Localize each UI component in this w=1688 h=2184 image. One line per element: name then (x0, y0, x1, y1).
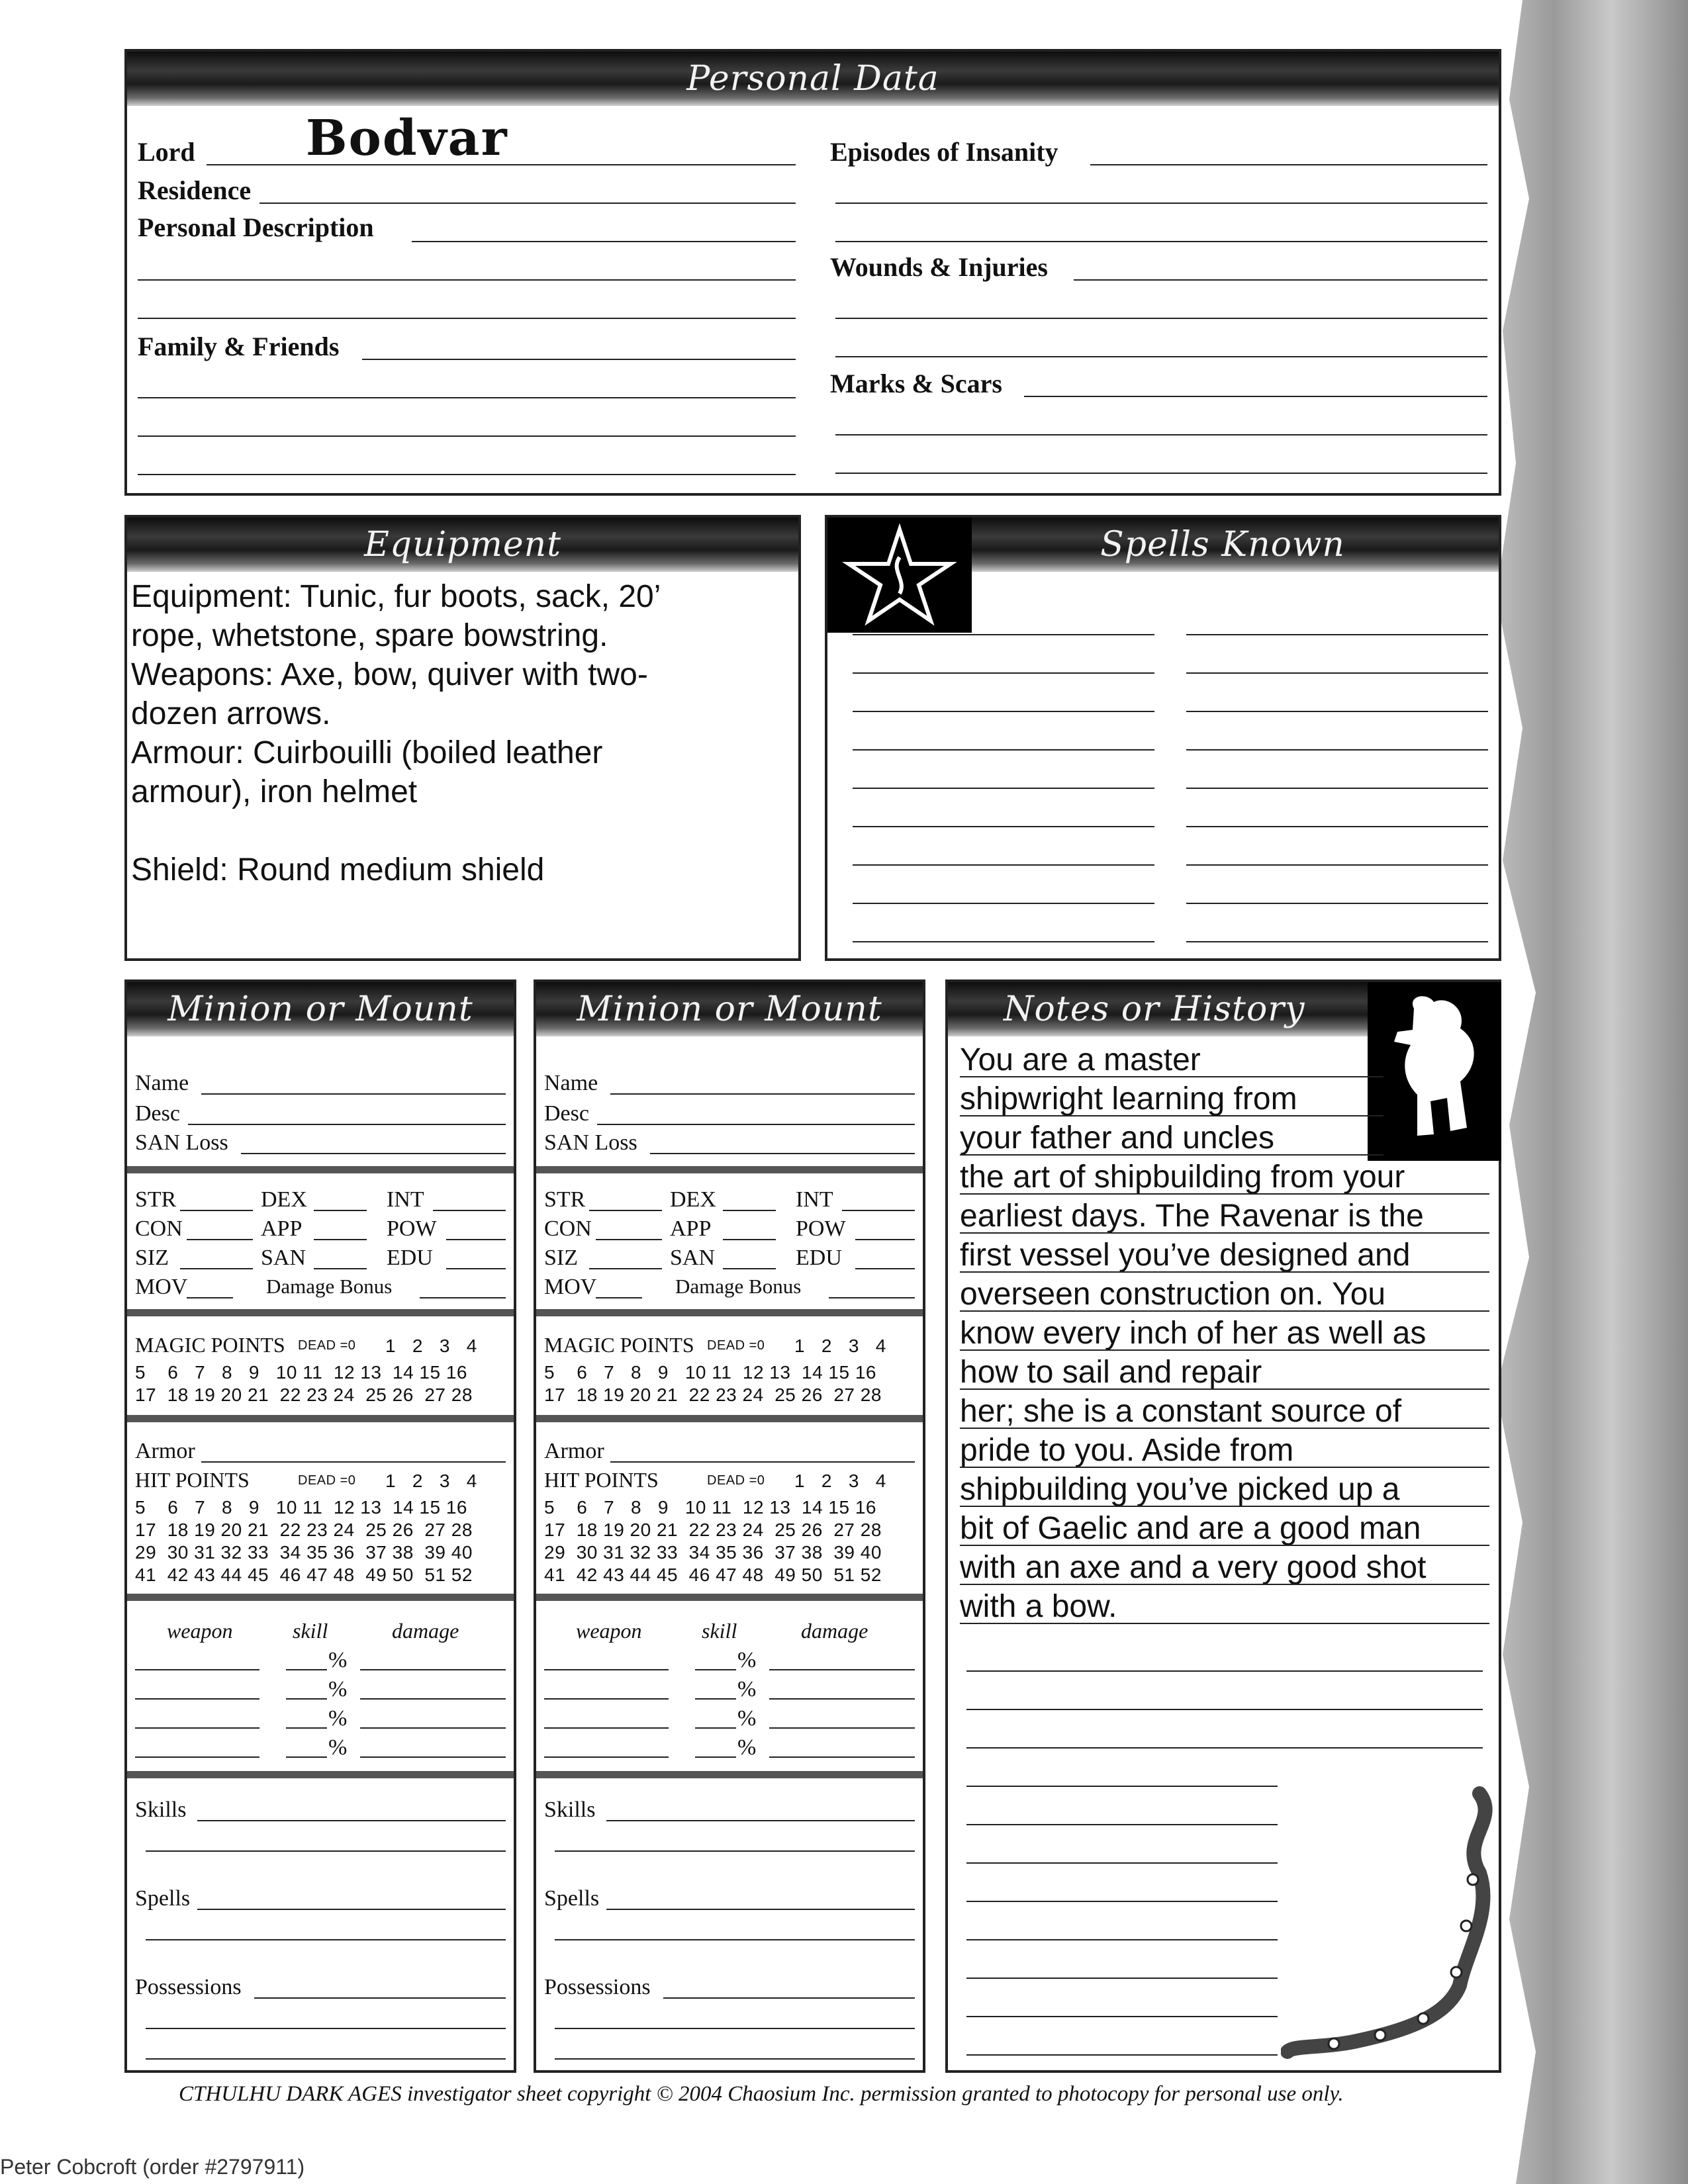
equipment-header: Equipment (127, 518, 798, 572)
percent-sign: % (737, 1706, 757, 1731)
possessions-label: Possessions (544, 1975, 651, 1999)
skills-line[interactable] (146, 1850, 506, 1852)
percent-sign: % (328, 1648, 348, 1672)
siz-field[interactable] (180, 1268, 253, 1269)
percent-sign: % (737, 1648, 757, 1672)
tentacle-ornament-icon (1281, 1780, 1499, 2065)
hp-row[interactable]: 41 42 43 44 45 46 47 48 49 50 51 52 (544, 1565, 882, 1585)
armor-line[interactable] (610, 1461, 915, 1463)
equipment-text[interactable]: Equipment: Tunic, fur boots, sack, 20’ rope, whetstone, spare bowstring. Weapons: Axe, bow, quiver with two- dozen arrows. Armour: Cuirbouilli (boiled leather armour), iron helmet Shield: Round medium shield (131, 579, 661, 887)
divider (536, 1771, 923, 1778)
notes-header: Notes or History (948, 982, 1499, 1036)
description-line-2[interactable] (138, 279, 796, 281)
pow-label: POW (796, 1216, 846, 1241)
con-label: CON (135, 1216, 183, 1241)
mp-row[interactable]: 5 6 7 8 9 10 11 12 13 14 15 16 (135, 1362, 467, 1383)
residence-label: Residence (138, 175, 252, 205)
elder-sign-icon (827, 518, 972, 633)
mp-dead-label: DEAD =0 (298, 1338, 356, 1353)
percent-sign: % (328, 1735, 348, 1760)
spell-line[interactable] (853, 903, 1154, 904)
notes-text-line[interactable]: pride to you. Aside from (960, 1433, 1294, 1468)
wounds-line-2[interactable] (835, 318, 1487, 319)
weapon-header: weapon (576, 1619, 642, 1643)
possessions-line[interactable] (146, 2028, 506, 2029)
pow-field[interactable] (446, 1239, 506, 1240)
notes-blank-line[interactable] (966, 1670, 1483, 1672)
marks-label: Marks & Scars (830, 369, 1002, 398)
divider (127, 1309, 514, 1316)
edu-label: EDU (796, 1246, 842, 1270)
notes-rule (960, 1232, 1489, 1234)
weapon-field[interactable] (544, 1727, 669, 1729)
notes-text-line[interactable]: bit of Gaelic and are a good man (960, 1511, 1421, 1546)
notes-rule (960, 1623, 1489, 1624)
divider (536, 1415, 923, 1422)
notes-text-line[interactable]: earliest days. The Ravenar is the (960, 1199, 1424, 1234)
spell-line[interactable] (853, 864, 1154, 866)
int-label: INT (796, 1187, 833, 1212)
notes-blank-line[interactable] (966, 1862, 1278, 1864)
notes-blank-line[interactable] (966, 1901, 1278, 1902)
san-loss-line[interactable] (650, 1153, 915, 1154)
werebear-icon (1368, 982, 1501, 1161)
weapon-field[interactable] (135, 1698, 259, 1700)
notes-text-line[interactable]: overseen construction on. You (960, 1277, 1386, 1312)
wounds-line-1[interactable] (1074, 279, 1487, 281)
notes-text-line[interactable]: with a bow. (960, 1589, 1117, 1624)
damage-field[interactable] (769, 1727, 915, 1729)
torn-parchment-edge (1496, 0, 1688, 2184)
notes-rule (960, 1154, 1383, 1156)
damage-bonus-field[interactable] (829, 1297, 915, 1298)
skill-field[interactable] (286, 1669, 327, 1670)
skill-header: skill (702, 1619, 737, 1643)
spell-line[interactable] (1186, 634, 1488, 635)
damage-field[interactable] (769, 1698, 915, 1700)
hp-dead-label: DEAD =0 (707, 1473, 765, 1488)
hit-points-label: HIT POINTS (544, 1468, 659, 1492)
mp-row[interactable]: 5 6 7 8 9 10 11 12 13 14 15 16 (544, 1362, 876, 1383)
notes-blank-line[interactable] (966, 2016, 1278, 2017)
skills-line[interactable] (555, 1850, 915, 1852)
skills-line[interactable] (606, 1820, 915, 1821)
skill-field[interactable] (286, 1698, 327, 1700)
divider (536, 1166, 923, 1173)
armor-line[interactable] (201, 1461, 506, 1463)
possessions-line[interactable] (254, 1997, 506, 1999)
spells-label: Spells (544, 1886, 600, 1911)
name-label: Name (135, 1071, 189, 1095)
spells-line[interactable] (606, 1909, 915, 1910)
spells-line[interactable] (146, 1939, 506, 1940)
weapon-header: weapon (167, 1619, 233, 1643)
spell-line[interactable] (1186, 826, 1488, 827)
hp-row[interactable]: 29 30 31 32 33 34 35 36 37 38 39 40 (135, 1542, 473, 1563)
insanity-line-3[interactable] (835, 241, 1487, 242)
spell-line[interactable] (1186, 941, 1488, 942)
family-line-1[interactable] (362, 359, 796, 360)
hp-row[interactable]: 1 2 3 4 (794, 1471, 886, 1491)
siz-field[interactable] (589, 1268, 662, 1269)
weapon-field[interactable] (135, 1756, 259, 1758)
possessions-line[interactable] (555, 2028, 915, 2029)
skill-field[interactable] (286, 1727, 327, 1729)
damage-bonus-label: Damage Bonus (675, 1275, 802, 1298)
mov-label: MOV (135, 1275, 188, 1299)
notes-rule (960, 1115, 1383, 1116)
int-label: INT (387, 1187, 424, 1212)
weapon-field[interactable] (544, 1756, 669, 1758)
description-line-1[interactable] (412, 241, 796, 242)
notes-text-line[interactable]: You are a master (960, 1042, 1201, 1077)
notes-rule (960, 1271, 1489, 1273)
mp-row[interactable]: 17 18 19 20 21 22 23 24 25 26 27 28 (544, 1385, 882, 1405)
hp-row[interactable]: 17 18 19 20 21 22 23 24 25 26 27 28 (135, 1520, 473, 1540)
skill-field[interactable] (695, 1727, 736, 1729)
spells-label: Spells (135, 1886, 191, 1911)
spell-line[interactable] (853, 634, 1154, 635)
str-label: STR (135, 1187, 177, 1212)
mov-label: MOV (544, 1275, 597, 1299)
edu-field[interactable] (446, 1268, 506, 1269)
notes-rule (960, 1310, 1489, 1312)
lord-label: Lord (138, 137, 195, 167)
hit-points-label: HIT POINTS (135, 1468, 250, 1492)
damage-header: damage (801, 1619, 868, 1643)
marks-line-1[interactable] (1024, 396, 1487, 397)
hp-row[interactable]: 1 2 3 4 (385, 1471, 477, 1491)
armor-label: Armor (135, 1439, 195, 1463)
weapon-field[interactable] (135, 1669, 259, 1670)
mp-row[interactable]: 17 18 19 20 21 22 23 24 25 26 27 28 (135, 1385, 473, 1405)
notes-rule (960, 1545, 1489, 1546)
mp-dead-label: DEAD =0 (707, 1338, 765, 1353)
spell-line[interactable] (853, 711, 1154, 712)
divider (127, 1166, 514, 1173)
wounds-line-3[interactable] (835, 356, 1487, 357)
copyright-footer: CTHULHU DARK AGES investigator sheet copyright © 2004 Chaosium Inc. permission granted to photocopy for personal use only. (179, 2082, 1344, 2106)
family-label: Family & Friends (138, 332, 340, 361)
notes-text-line[interactable]: shipbuilding you’ve picked up a (960, 1472, 1400, 1507)
percent-sign: % (737, 1735, 757, 1760)
skill-field[interactable] (286, 1756, 327, 1758)
spell-line[interactable] (853, 749, 1154, 751)
personal-data-panel (124, 49, 1501, 496)
notes-text-line[interactable]: how to sail and repair (960, 1355, 1262, 1390)
skill-field[interactable] (695, 1669, 736, 1670)
weapon-field[interactable] (135, 1727, 259, 1729)
divider (536, 1309, 923, 1316)
marks-line-2[interactable] (835, 434, 1487, 435)
spell-line[interactable] (1186, 903, 1488, 904)
san-field[interactable] (314, 1268, 367, 1269)
san-label: SAN (670, 1246, 716, 1270)
divider (536, 1594, 923, 1601)
hp-row[interactable]: 29 30 31 32 33 34 35 36 37 38 39 40 (544, 1542, 882, 1563)
order-watermark: Peter Cobcroft (order #2797911) (0, 2155, 305, 2179)
damage-bonus-field[interactable] (420, 1297, 506, 1298)
magic-points-label: MAGIC POINTS (135, 1333, 285, 1357)
notes-text-line[interactable]: her; she is a constant source of (960, 1394, 1402, 1429)
notes-text-line[interactable]: first vessel you’ve designed and (960, 1238, 1411, 1273)
skills-label: Skills (544, 1797, 596, 1822)
divider (127, 1771, 514, 1778)
lord-line[interactable] (207, 164, 796, 165)
dex-label: DEX (261, 1187, 307, 1212)
spell-line[interactable] (1186, 864, 1488, 866)
lord-value[interactable]: Bodvar (306, 110, 508, 167)
weapon-field[interactable] (544, 1669, 669, 1670)
damage-field[interactable] (769, 1756, 915, 1758)
description-line-3[interactable] (138, 318, 796, 319)
skill-field[interactable] (695, 1756, 736, 1758)
desc-label: Desc (135, 1101, 180, 1126)
str-field[interactable] (180, 1210, 253, 1211)
con-field[interactable] (596, 1239, 662, 1240)
notes-rule (960, 1428, 1489, 1429)
notes-rule (960, 1388, 1489, 1390)
minion-panel-1 (124, 979, 516, 2073)
notes-rule (960, 1506, 1489, 1507)
personal-data-header: Personal Data (127, 52, 1499, 106)
notes-blank-line[interactable] (966, 1786, 1278, 1787)
notes-rule (960, 1349, 1489, 1351)
int-field[interactable] (433, 1210, 506, 1211)
notes-blank-line[interactable] (966, 1824, 1278, 1825)
san-loss-label: SAN Loss (544, 1130, 637, 1155)
san-field[interactable] (723, 1268, 776, 1269)
family-line-3[interactable] (138, 435, 796, 437)
spells-line[interactable] (555, 1939, 915, 1940)
spell-line[interactable] (1186, 711, 1488, 712)
spell-line[interactable] (853, 672, 1154, 674)
desc-line[interactable] (188, 1124, 506, 1125)
san-loss-label: SAN Loss (135, 1130, 228, 1155)
damage-bonus-label: Damage Bonus (266, 1275, 393, 1298)
weapon-field[interactable] (544, 1698, 669, 1700)
siz-label: SIZ (544, 1246, 578, 1270)
insanity-label: Episodes of Insanity (830, 137, 1058, 167)
notes-text-line[interactable]: know every inch of her as well as (960, 1316, 1427, 1351)
dex-label: DEX (670, 1187, 716, 1212)
con-field[interactable] (187, 1239, 253, 1240)
name-label: Name (544, 1071, 598, 1095)
hp-row[interactable]: 41 42 43 44 45 46 47 48 49 50 51 52 (135, 1565, 473, 1585)
notes-blank-line[interactable] (966, 1939, 1278, 1940)
possessions-line[interactable] (555, 2058, 915, 2060)
spells-known-header: Spells Known (827, 518, 1499, 572)
damage-field[interactable] (360, 1669, 506, 1670)
san-loss-line[interactable] (241, 1153, 506, 1154)
name-line[interactable] (201, 1093, 506, 1095)
damage-field[interactable] (769, 1669, 915, 1670)
damage-field[interactable] (360, 1698, 506, 1700)
divider (127, 1594, 514, 1601)
insanity-line-1[interactable] (1090, 164, 1487, 165)
marks-line-3[interactable] (835, 473, 1487, 474)
minion-panel-2 (534, 979, 925, 2073)
skills-line[interactable] (197, 1820, 506, 1821)
str-field[interactable] (589, 1210, 662, 1211)
str-label: STR (544, 1187, 586, 1212)
percent-sign: % (328, 1706, 348, 1731)
hp-row[interactable]: 5 6 7 8 9 10 11 12 13 14 15 16 (544, 1497, 876, 1518)
spell-line[interactable] (853, 826, 1154, 827)
desc-label: Desc (544, 1101, 589, 1126)
spells-known-panel (825, 515, 1501, 961)
hp-row[interactable]: 17 18 19 20 21 22 23 24 25 26 27 28 (544, 1520, 882, 1540)
notes-blank-line[interactable] (966, 2054, 1278, 2056)
mp-row[interactable]: 1 2 3 4 (385, 1336, 477, 1356)
pow-label: POW (387, 1216, 437, 1241)
notes-blank-line[interactable] (966, 1747, 1483, 1749)
percent-sign: % (737, 1677, 757, 1702)
percent-sign: % (328, 1677, 348, 1702)
damage-field[interactable] (360, 1756, 506, 1758)
hp-row[interactable]: 5 6 7 8 9 10 11 12 13 14 15 16 (135, 1497, 467, 1518)
notes-rule (960, 1584, 1489, 1585)
insanity-line-2[interactable] (835, 203, 1487, 204)
con-label: CON (544, 1216, 592, 1241)
wounds-label: Wounds & Injuries (830, 252, 1048, 282)
equipment-panel (124, 515, 801, 961)
family-line-4[interactable] (138, 474, 796, 475)
minion-header: Minion or Mount (536, 982, 923, 1036)
armor-label: Armor (544, 1439, 604, 1463)
mp-row[interactable]: 1 2 3 4 (794, 1336, 886, 1356)
spell-line[interactable] (853, 941, 1154, 942)
siz-label: SIZ (135, 1246, 169, 1270)
notes-text-line[interactable]: with an axe and a very good shot (960, 1550, 1427, 1585)
notes-blank-line[interactable] (966, 1709, 1483, 1710)
spell-line[interactable] (1186, 788, 1488, 789)
mov-field[interactable] (187, 1297, 233, 1298)
notes-blank-line[interactable] (966, 1978, 1278, 1979)
spell-line[interactable] (853, 788, 1154, 789)
skills-label: Skills (135, 1797, 187, 1822)
notes-rule (960, 1467, 1489, 1468)
hp-dead-label: DEAD =0 (298, 1473, 356, 1488)
app-field[interactable] (314, 1239, 367, 1240)
notes-text-line[interactable]: shipwright learning from (960, 1081, 1297, 1116)
int-field[interactable] (842, 1210, 915, 1211)
dex-field[interactable] (314, 1210, 367, 1211)
divider (127, 1415, 514, 1422)
name-line[interactable] (610, 1093, 915, 1095)
description-label: Personal Description (138, 212, 374, 242)
spells-line[interactable] (197, 1909, 506, 1910)
spell-line[interactable] (1186, 672, 1488, 674)
possessions-line[interactable] (663, 1997, 915, 1999)
possessions-line[interactable] (146, 2058, 506, 2060)
edu-label: EDU (387, 1246, 433, 1270)
notes-text-line[interactable]: your father and uncles (960, 1120, 1274, 1156)
dex-field[interactable] (723, 1210, 776, 1211)
app-field[interactable] (723, 1239, 776, 1240)
notes-text-line[interactable]: the art of shipbuilding from your (960, 1160, 1405, 1195)
spell-line[interactable] (1186, 749, 1488, 751)
desc-line[interactable] (597, 1124, 915, 1125)
edu-field[interactable] (855, 1268, 915, 1269)
family-line-2[interactable] (138, 397, 796, 398)
possessions-label: Possessions (135, 1975, 242, 1999)
notes-rule (960, 1193, 1489, 1195)
magic-points-label: MAGIC POINTS (544, 1333, 694, 1357)
minion-header: Minion or Mount (127, 982, 514, 1036)
skill-header: skill (293, 1619, 328, 1643)
mov-field[interactable] (596, 1297, 642, 1298)
pow-field[interactable] (855, 1239, 915, 1240)
residence-line[interactable] (259, 203, 796, 204)
notes-rule (960, 1076, 1383, 1077)
damage-header: damage (392, 1619, 459, 1643)
damage-field[interactable] (360, 1727, 506, 1729)
app-label: APP (670, 1216, 712, 1241)
san-label: SAN (261, 1246, 306, 1270)
app-label: APP (261, 1216, 303, 1241)
skill-field[interactable] (695, 1698, 736, 1700)
